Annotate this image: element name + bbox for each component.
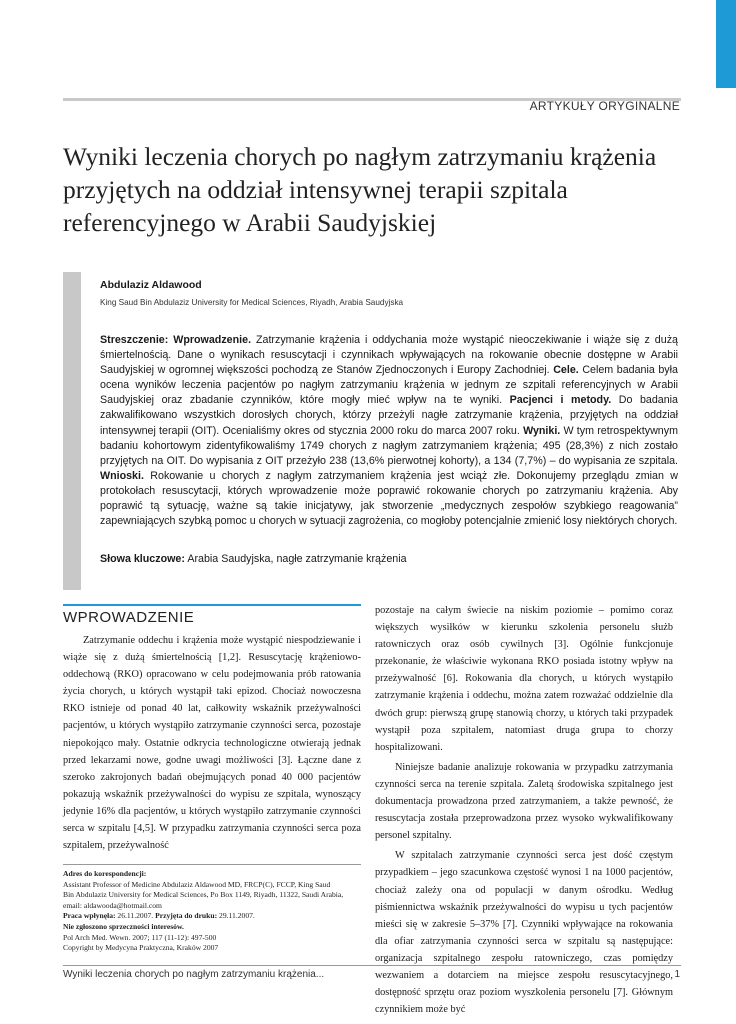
abstract-side-bar xyxy=(63,272,81,590)
keywords xyxy=(100,553,678,565)
running-title: Wyniki leczenia chorych po nagłym zatrzymaniu krążenia... xyxy=(63,969,325,980)
abstract xyxy=(100,333,678,529)
keywords-label: Słowa kluczowe: xyxy=(100,553,185,565)
abstract-intro-text: Zatrzymanie krążenia i oddychania może wystąpić nieoczekiwanie i wiąże się z dużą śmiertelnością. Dane o wynikach resuscytacji i czynnikach wpływających na rokowanie obecnie dostępne w Arabii Saudyjskiej w ogromnej większości pochodzą ze Stanów Zjednoczonych i Europy Zachodniej. xyxy=(100,334,678,377)
right-column xyxy=(375,602,673,1021)
page-number: 1 xyxy=(674,969,680,980)
abstract-results-label: Wyniki. xyxy=(523,424,561,437)
citation: Pol Arch Med. Wewn. 2007; 117 (11-12): 497-500 xyxy=(63,932,217,942)
accepted-label: Przyjęta do druku: xyxy=(155,911,218,921)
author-affiliation: King Saud Bin Abdulaziz University for Medical Sciences, Riyadh, Arabia Saudyjska xyxy=(100,298,404,307)
left-column xyxy=(63,632,361,854)
abstract-conclusions-text: Rokowanie u chorych z nagłym zatrzymaniem krążenia jest wciąż złe. Dokonujemy przeglądu zmian w protokołach resuscytacji, których wprowadzenie może poprawić rokowanie chorych po zatrzymaniu krążenia. Aby poprawić tą sytuację, ważne są takie inicjatywy, jak stworzenie „medycznych zespołów szybkiego reagowania” zapewniających szybką pomoc u chorych w sytuacji zagrożenia, co mogłoby potencjalnie zmienić losy niektórych chorych. xyxy=(100,469,678,528)
article-title: Wyniki leczenia chorych po nagłym zatrzymaniu krążenia przyjętych na oddział intensywnej terapii szpitala referencyjnego w Arabii Saudyjskiej xyxy=(63,142,657,237)
received-date: 26.11.2007. xyxy=(117,911,154,921)
abstract-label: Streszczenie: xyxy=(100,334,169,346)
abstract-aims-label: Cele. xyxy=(553,364,579,377)
intro-paragraph: W szpitalach zatrzymanie czynności serca jest dość częstym przypadkiem – jego szacunkowa częstość wynosi 1 na 1000 pacjentów, chociaż zależy ona od populacji w danym ośrodku. Według piśmiennictwa wskaźnik przeżywalności do wypisu u tych pacjentów mieści się w zakresie 5–37% [7]. Czynniki wpływające na rokowania dla ofiar zatrzymania czynności serca w szpitalu są następujące: organizacja szpitalnego zespołu ratowniczego, czas pomiędzy wezwaniem a dotarciem na miejsce zespołu resuscytacyjnego, dostępność sprzętu oraz poziom wyszkolenia personelu [7]. Głównym czynnikiem może być xyxy=(375,850,673,1016)
received-label: Praca wpłynęła: xyxy=(63,911,116,921)
copyright: Copyright by Medycyna Praktyczna, Kraków 2007 xyxy=(63,943,219,953)
abstract-aims-text: Celem badania była ocena wyników leczenia pacjentów po nagłym zatrzymaniu krążenia w jednym ze szpitali referencyjnych w Arabii Saudyjskiej oraz zbadanie czynników, które mogły mieć wpływ na te wyniki. xyxy=(100,364,678,407)
correspondence-line: Assistant Professor of Medicine Abdulaziz Aldawood MD, FRCP(C), FCCP, King Saud xyxy=(63,879,331,889)
blue-corner-tab xyxy=(716,0,736,88)
abstract-methods-text: Do badania zakwalifikowano wszystkich dorosłych chorych, którzy przeżyli nagłe zatrzymanie krążenia, przyjętych na oddział intensywnej terapii (OIT). Ocenialiśmy okres od stycznia 2000 roku do marca 2007 roku. xyxy=(100,394,678,437)
abstract-conclusions-label: Wnioski. xyxy=(100,469,144,482)
author-name: Abdulaziz Aldawood xyxy=(100,279,202,291)
intro-paragraph: Zatrzymanie oddechu i krążenia może wystąpić niespodziewanie i wiąże się z dużą śmiertelnością [1,2]. Resuscytację krążeniowo-oddechową (RKO) opracowano w celu podejmowania prób ratowania życia chorych, u których wystąpił taki epizod. Chociaż nowoczesna RKO istnieje od ponad 40 lat, całkowity wskaźnik przeżywalności pacjentów, u których wystąpiło zatrzymanie czynności serca, pozostaje niepokojąco mały. Ostatnie odkrycia technologiczne otwierają jednak przed lekarzami nowe, godne uwagi możliwości [3]. Łączne dane z szeroko zakrojonych badań obejmujących ponad 40 000 pacjentów pokazują wskaźnik przeżywalności do wypisu ze szpitala, wynoszący jedynie 16% dla pacjentów, u których wystąpiło zatrzymanie czynności serca w szpitalu [4,5]. W przypadku zatrzymania czynności serca poza szpitalem, przeżywalność xyxy=(63,635,361,852)
conflict-statement: Nie zgłoszono sprzeczności interesów. xyxy=(63,921,184,931)
intro-heading: WPROWADZENIE xyxy=(63,609,195,626)
correspondence-email: email: aldawooda@hotmail.com xyxy=(63,900,162,910)
correspondence-block xyxy=(63,869,361,954)
intro-paragraph: Niniejsze badanie analizuje rokowania w przypadku zatrzymania czynności serca na terenie szpitala. Zaletą środowiska szpitalnego jest dokumentacja prowadzona przed zatrzymaniem, a także pewność, że resuscytacja została przeprowadzona przez wysoko wykwalifikowany personel szpitalny. xyxy=(375,761,673,842)
footer-rule xyxy=(63,965,681,966)
correspondence-rule xyxy=(63,864,361,865)
accepted-date: 29.11.2007. xyxy=(219,911,255,921)
intro-paragraph: pozostaje na całym świecie na niskim poziomie – pomimo coraz większych wysiłków w kierunku szkolenia personelu służb ratowniczych oraz osób cywilnych [3]. Ogólnie funkcjonuje przekonanie, że właściwie wykonana RKO posiada istotny wpływ na przeżywalność [6]. Rokowania dla chorych, u których wystąpiło zatrzymanie krążenia i oddechu, można zatem rozważać oddzielnie dla dwóch grup: pierwszą grupę stanowią chorzy, u których taki przypadek wystąpił poza szpitalem, natomiast druga grupa to chorzy hospitalizowani. xyxy=(375,605,673,753)
correspondence-label: Adres do korespondencji: xyxy=(63,869,147,878)
abstract-intro-label: Wprowadzenie. xyxy=(173,334,252,346)
abstract-methods-label: Pacjenci i metody. xyxy=(509,394,612,407)
correspondence-line: Bin Abdulaziz University for Medical Sciences, Po Box 1149, Riyadh, 11322, Saudi Arabia, xyxy=(63,890,344,900)
keywords-text: Arabia Saudyjska, nagłe zatrzymanie krążenia xyxy=(187,553,407,565)
section-label: ARTYKUŁY ORYGINALNE xyxy=(529,99,680,113)
abstract-results-text: W tym retrospektywnym badaniu kohortowym zidentyfikowaliśmy 1749 chorych z nagłym zatrzymaniem krążenia; 495 (28,3%) z nich zostało przyjętych na OIT. Do wypisania z OIT przeżyło 238 (13,6% pierwotnej kohorty), a 134 (7,7%) – do wypisania ze szpitala. xyxy=(100,424,678,467)
intro-heading-rule xyxy=(63,604,361,606)
